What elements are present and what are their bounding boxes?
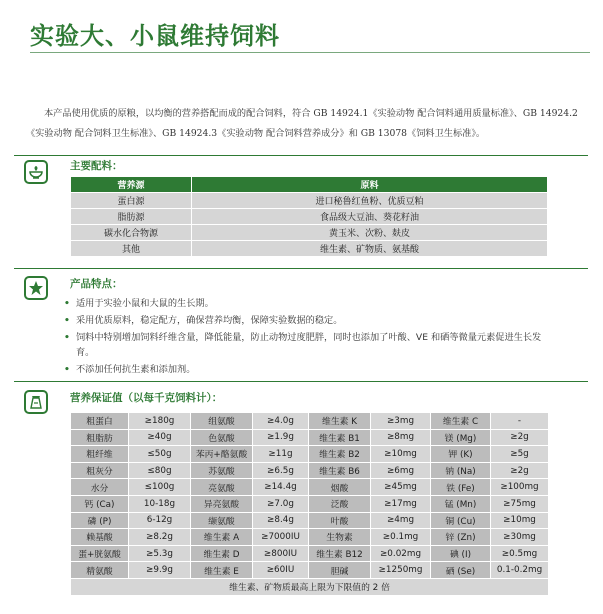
nutrient-value: ≥800IU bbox=[253, 545, 309, 562]
nutrient-name: 维生素 K bbox=[309, 413, 371, 430]
section-divider bbox=[14, 268, 588, 269]
nutrient-value: ≥40g bbox=[129, 429, 191, 446]
nutrient-name: 赖基酸 bbox=[71, 529, 129, 546]
table-cell: 食品级大豆油、葵花籽油 bbox=[192, 209, 548, 225]
nutrient-name: 组氨酸 bbox=[191, 413, 253, 430]
table-row bbox=[71, 495, 549, 512]
table-row bbox=[71, 193, 548, 209]
nutrient-value: ≥10mg bbox=[491, 512, 549, 529]
nutrient-value: ≥7000IU bbox=[253, 529, 309, 546]
nutrient-value: ≥45mg bbox=[371, 479, 431, 496]
nutrient-name: 钙 (Ca) bbox=[71, 495, 129, 512]
nutrient-name: 维生素 B12 bbox=[309, 545, 371, 562]
nutrient-value: ≥1.9g bbox=[253, 429, 309, 446]
nutrient-name: 钠 (Na) bbox=[431, 462, 491, 479]
nutrient-value: ≥180g bbox=[129, 413, 191, 430]
nutrient-name: 缬氨酸 bbox=[191, 512, 253, 529]
nutrient-name: 叶酸 bbox=[309, 512, 371, 529]
page-title: 实验大、小鼠维持饲料 bbox=[30, 22, 280, 50]
table-row bbox=[71, 209, 548, 225]
nutrient-name: 亮氨酸 bbox=[191, 479, 253, 496]
nutrient-value: ≥8.2g bbox=[129, 529, 191, 546]
nutrient-value: ≥6mg bbox=[371, 462, 431, 479]
nutrient-value: ≥2g bbox=[491, 429, 549, 446]
nutrient-value: ≥75mg bbox=[491, 495, 549, 512]
table-row bbox=[71, 241, 548, 257]
nutrient-name: 蛋+胱氨酸 bbox=[71, 545, 129, 562]
nutrient-name: 钾 (K) bbox=[431, 446, 491, 463]
features-heading: 产品特点： bbox=[70, 278, 123, 290]
nutrient-name: 维生素 B1 bbox=[309, 429, 371, 446]
nutrient-name: 维生素 C bbox=[431, 413, 491, 430]
nutrient-value: ≥11g bbox=[253, 446, 309, 463]
nutrient-name: 胆碱 bbox=[309, 562, 371, 579]
table-cell: 维生素、矿物质、氨基酸 bbox=[192, 241, 548, 257]
ingredients-heading: 主要配料： bbox=[70, 160, 123, 172]
nutrient-name: 精氨酸 bbox=[71, 562, 129, 579]
nutrient-value: ≥2g bbox=[491, 462, 549, 479]
nutrient-value: ≥14.4g bbox=[253, 479, 309, 496]
nutrient-name: 维生素 B2 bbox=[309, 446, 371, 463]
nutrient-name: 色氨酸 bbox=[191, 429, 253, 446]
list-item: • 饲料中特别增加饲料纤维含量，降低能量，防止动物过度肥胖，同时也添加了叶酸、VE 和硒等微量元素促进生长发育。 bbox=[62, 330, 552, 360]
table-row bbox=[71, 462, 549, 479]
table-row bbox=[71, 562, 549, 579]
nutrient-value: ≥0.02mg bbox=[371, 545, 431, 562]
nutrition-heading: 营养保证值（以每千克饲料计）： bbox=[70, 392, 223, 404]
nutrient-name: 镁 (Mg) bbox=[431, 429, 491, 446]
table-cell: 其他 bbox=[71, 241, 192, 257]
nutrient-name: 锌 (Zn) bbox=[431, 529, 491, 546]
table-row bbox=[71, 479, 549, 496]
nutrient-name: 维生素 A bbox=[191, 529, 253, 546]
table-row bbox=[71, 512, 549, 529]
nutrient-name: 锰 (Mn) bbox=[431, 495, 491, 512]
nutrient-value: - bbox=[491, 413, 549, 430]
nutrient-value: 6-12g bbox=[129, 512, 191, 529]
bag-icon bbox=[24, 390, 48, 414]
nutrient-name: 泛酸 bbox=[309, 495, 371, 512]
nutrient-name: 水分 bbox=[71, 479, 129, 496]
nutrient-value: ≥10mg bbox=[371, 446, 431, 463]
nutrient-name: 生物素 bbox=[309, 529, 371, 546]
title-divider bbox=[30, 52, 590, 53]
nutrient-name: 维生素 B6 bbox=[309, 462, 371, 479]
column-header: 营养源 bbox=[71, 177, 192, 193]
section-divider bbox=[14, 381, 588, 382]
nutrient-name: 苏氨酸 bbox=[191, 462, 253, 479]
nutrient-value: ≥3mg bbox=[371, 413, 431, 430]
nutrient-value: ≥8mg bbox=[371, 429, 431, 446]
table-row bbox=[71, 529, 549, 546]
bowl-icon bbox=[24, 160, 48, 184]
column-header: 原料 bbox=[192, 177, 548, 193]
table-row bbox=[71, 578, 549, 595]
nutrient-value: ≥4.0g bbox=[253, 413, 309, 430]
nutrient-value: ≥5g bbox=[491, 446, 549, 463]
nutrient-name: 铁 (Fe) bbox=[431, 479, 491, 496]
nutrient-value: ≥9.9g bbox=[129, 562, 191, 579]
nutrient-value: 10-18g bbox=[129, 495, 191, 512]
nutrient-name: 维生素 E bbox=[191, 562, 253, 579]
nutrient-name: 铜 (Cu) bbox=[431, 512, 491, 529]
features-list bbox=[62, 296, 552, 379]
nutrient-value: ≥100mg bbox=[491, 479, 549, 496]
nutrient-name: 维生素 D bbox=[191, 545, 253, 562]
nutrient-name: 粗蛋白 bbox=[71, 413, 129, 430]
nutrient-value: ≥0.5mg bbox=[491, 545, 549, 562]
table-cell: 碳水化合物源 bbox=[71, 225, 192, 241]
nutrient-value: ≥17mg bbox=[371, 495, 431, 512]
star-icon bbox=[24, 276, 48, 300]
nutrient-name: 粗纤维 bbox=[71, 446, 129, 463]
list-item: • 不添加任何抗生素和添加剂。 bbox=[62, 362, 552, 377]
nutrient-value: ≥0.1mg bbox=[371, 529, 431, 546]
nutrient-name: 磷 (P) bbox=[71, 512, 129, 529]
table-row bbox=[71, 225, 548, 241]
table-footnote: 维生素、矿物质最高上限为下限值的 2 倍 bbox=[71, 578, 549, 595]
nutrient-value: ≥5.3g bbox=[129, 545, 191, 562]
table-row bbox=[71, 446, 549, 463]
nutrient-value: ≥60IU bbox=[253, 562, 309, 579]
nutrient-value: ≥1250mg bbox=[371, 562, 431, 579]
table-cell: 进口秘鲁红鱼粉、优质豆粕 bbox=[192, 193, 548, 209]
nutrient-name: 苯丙+酪氨酸 bbox=[191, 446, 253, 463]
nutrient-value: ≤100g bbox=[129, 479, 191, 496]
nutrient-name: 异亮氨酸 bbox=[191, 495, 253, 512]
table-row bbox=[71, 413, 549, 430]
nutrient-value: ≤80g bbox=[129, 462, 191, 479]
table-row bbox=[71, 429, 549, 446]
nutrient-name: 碘 (I) bbox=[431, 545, 491, 562]
section-divider bbox=[14, 155, 588, 156]
nutrient-value: ≥8.4g bbox=[253, 512, 309, 529]
table-cell: 脂肪源 bbox=[71, 209, 192, 225]
nutrient-value: ≥4mg bbox=[371, 512, 431, 529]
table-cell: 蛋白源 bbox=[71, 193, 192, 209]
list-item: • 适用于实验小鼠和大鼠的生长期。 bbox=[62, 296, 552, 311]
nutrient-value: ≥7.0g bbox=[253, 495, 309, 512]
nutrient-name: 硒 (Se) bbox=[431, 562, 491, 579]
nutrient-name: 粗灰分 bbox=[71, 462, 129, 479]
list-item: • 采用优质原料，稳定配方，确保营养均衡，保障实验数据的稳定。 bbox=[62, 313, 552, 328]
nutrient-value: ≥30mg bbox=[491, 529, 549, 546]
nutrient-name: 粗脂肪 bbox=[71, 429, 129, 446]
nutrient-value: ≥6.5g bbox=[253, 462, 309, 479]
nutrition-table bbox=[70, 412, 549, 596]
intro-paragraph: 本产品使用优质的原粮，以均衡的营养搭配而成的配合饲料，符合 GB 14924.1《实验动物 配合饲料通用质量标准》、GB 14924.2《实验动物 配合饲料卫生标准》、GB 14924.3《实验动物 配合饲料营养成分》和 GB 13078《饲料卫生标准》。 bbox=[26, 108, 578, 140]
nutrient-value: 0.1-0.2mg bbox=[491, 562, 549, 579]
nutrient-value: ≤50g bbox=[129, 446, 191, 463]
nutrient-name: 烟酸 bbox=[309, 479, 371, 496]
table-cell: 黄玉米、次粉、麸皮 bbox=[192, 225, 548, 241]
ingredients-table bbox=[70, 176, 548, 257]
table-row bbox=[71, 545, 549, 562]
